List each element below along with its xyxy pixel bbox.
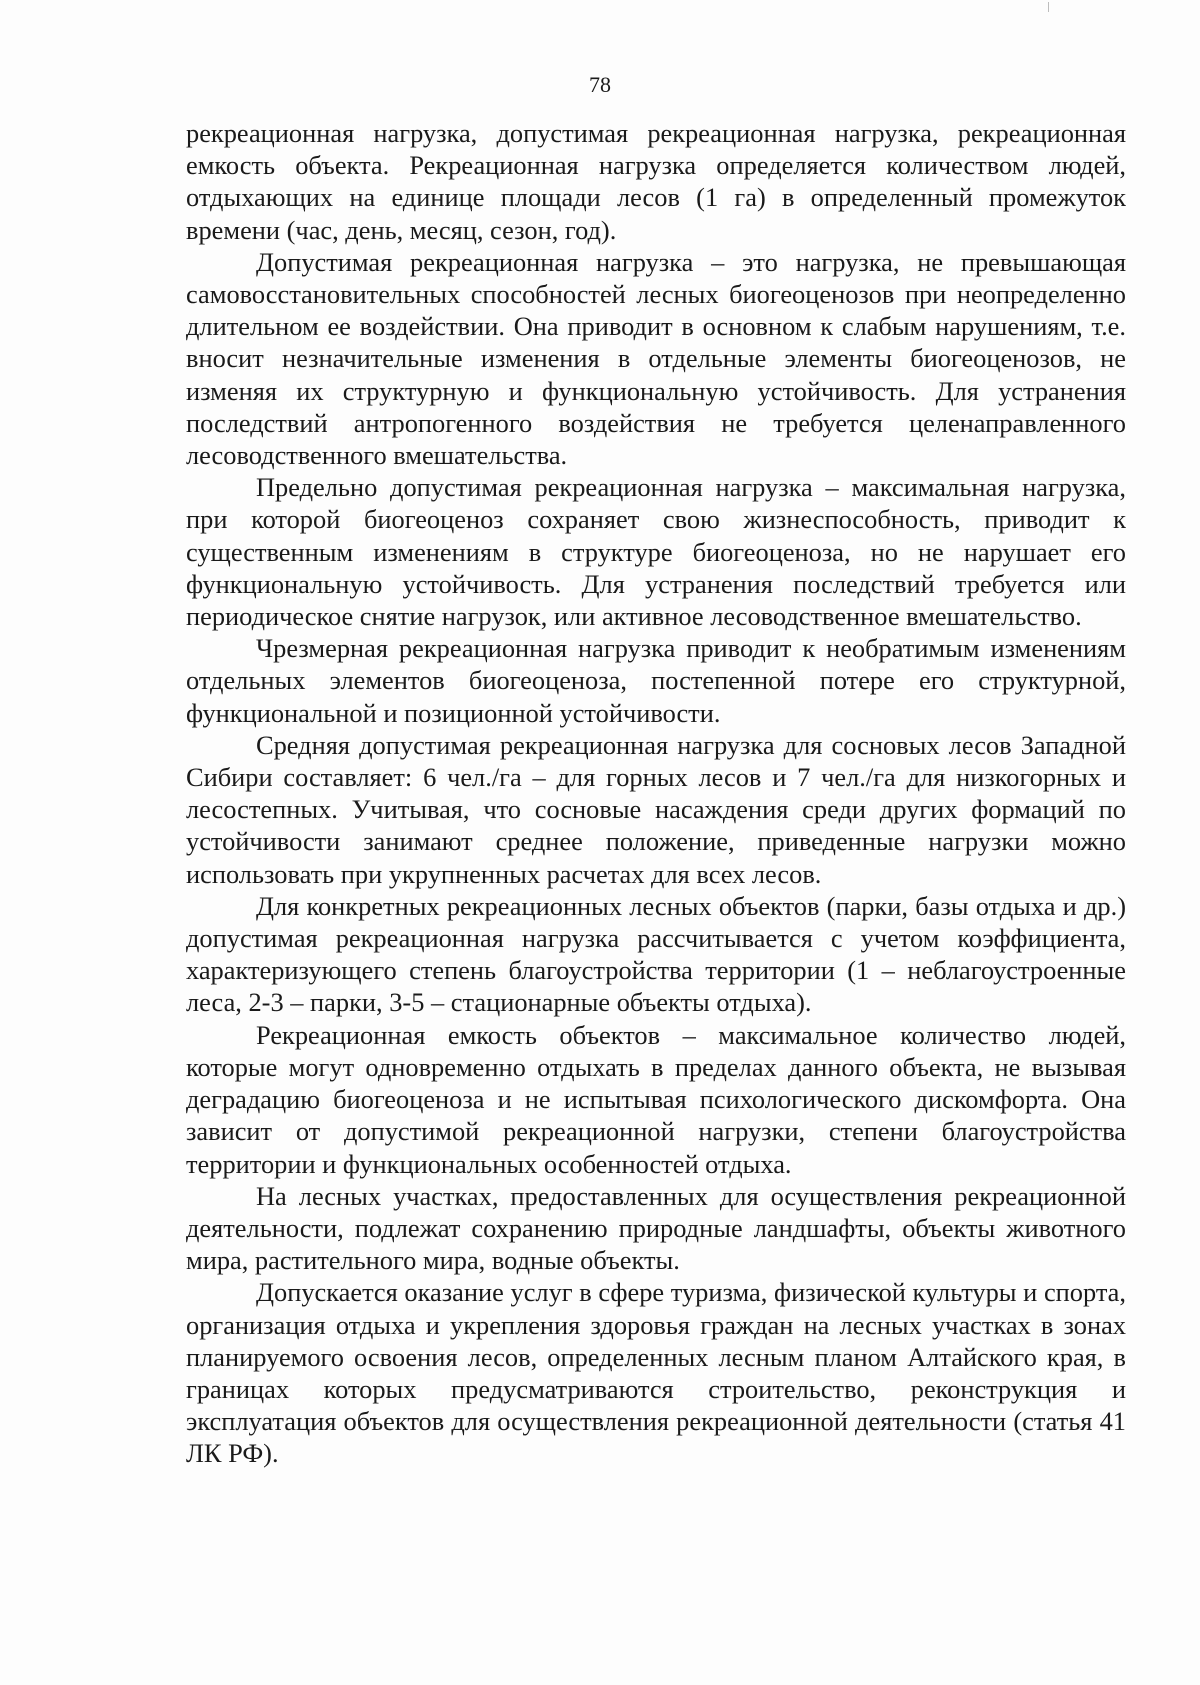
paragraph-average-load: Средняя допустимая рекреационная нагрузка для сосновых лесов Западной Сибири составляет: 6 чел./га – для горных лесов и 7 чел./га для низкогорных и лесостепных. Учитывая, что сосновые насаждения среди других формаций по устойчивости занимают среднее положение, приведенные нагрузки можно использовать при укрупненных расчетах для всех лесов.: [186, 729, 1126, 889]
paragraph-recreational-capacity: Рекреационная емкость объектов – максимальное количество людей, которые могут одновременно отдыхать в пределах данного объекта, не вызывая деградацию биогеоценоза и не испытывая психологического дискомфорта. Она зависит от допустимой рекреационной нагрузки, степени благоустройства территории и функциональных особенностей отдыха.: [186, 1019, 1126, 1179]
paragraph-maximum-permissible-load: Предельно допустимая рекреационная нагрузка – максимальная нагрузка, при которой биогеоценоз сохраняет свою жизнеспособность, приводит к существенным изменениям в структуре биогеоценоза, но не нарушает его функциональную устойчивость. Для устранения последствий требуется или периодическое снятие нагрузок, или активное лесоводственное вмешательство.: [186, 472, 1126, 632]
document-body: [186, 117, 1126, 1470]
paragraph-permissible-load: Допустимая рекреационная нагрузка – это нагрузка, не превышающая самовосстановительных способностей лесных биогеоценозов при неопределенно длительном ее воздействии. Она приводит в основном к слабым нарушениям, т.е. вносит незначительные изменения в отдельные элементы биогеоценозов, не изменяя их структурную и функциональную устойчивость. Для устранения последствий антропогенного воздействия не требуется целенаправленного лесоводственного вмешательства.: [186, 246, 1126, 471]
paragraph-services: Допускается оказание услуг в сфере туризма, физической культуры и спорта, организация отдыха и укрепления здоровья граждан на лесных участках в зонах планируемого освоения лесов, определенных лесным планом Алтайского края, в границах которых предусматриваются строительство, реконструкция и эксплуатация объектов для осуществления рекреационной деятельности (статья 41 ЛК РФ).: [186, 1277, 1126, 1469]
paragraph-specific-objects: Для конкретных рекреационных лесных объектов (парки, базы отдыха и др.) допустимая рекреационная нагрузка рассчитывается с учетом коэффициента, характеризующего степень благоустройства территории (1 – неблагоустроенные леса, 2-3 – парки, 3-5 – стационарные объекты отдыха).: [186, 890, 1126, 1018]
scan-artifact-mark: [1048, 2, 1049, 12]
page-number: 78: [589, 72, 611, 97]
paragraph-preservation: На лесных участках, предоставленных для осуществления рекреационной деятельности, подлежат сохранению природные ландшафты, объекты животного мира, растительного мира, водные объекты.: [186, 1180, 1126, 1276]
paragraph-continuation: рекреационная нагрузка, допустимая рекреационная нагрузка, рекреационная емкость объекта. Рекреационная нагрузка определяется количеством людей, отдыхающих на единице площади лесов (1 га) в определенный промежуток времени (час, день, месяц, сезон, год).: [186, 118, 1126, 245]
paragraph-excessive-load: Чрезмерная рекреационная нагрузка приводит к необратимым изменениям отдельных элементов биогеоценоза, постепенной потере его структурной, функциональной и позиционной устойчивости.: [186, 633, 1126, 728]
